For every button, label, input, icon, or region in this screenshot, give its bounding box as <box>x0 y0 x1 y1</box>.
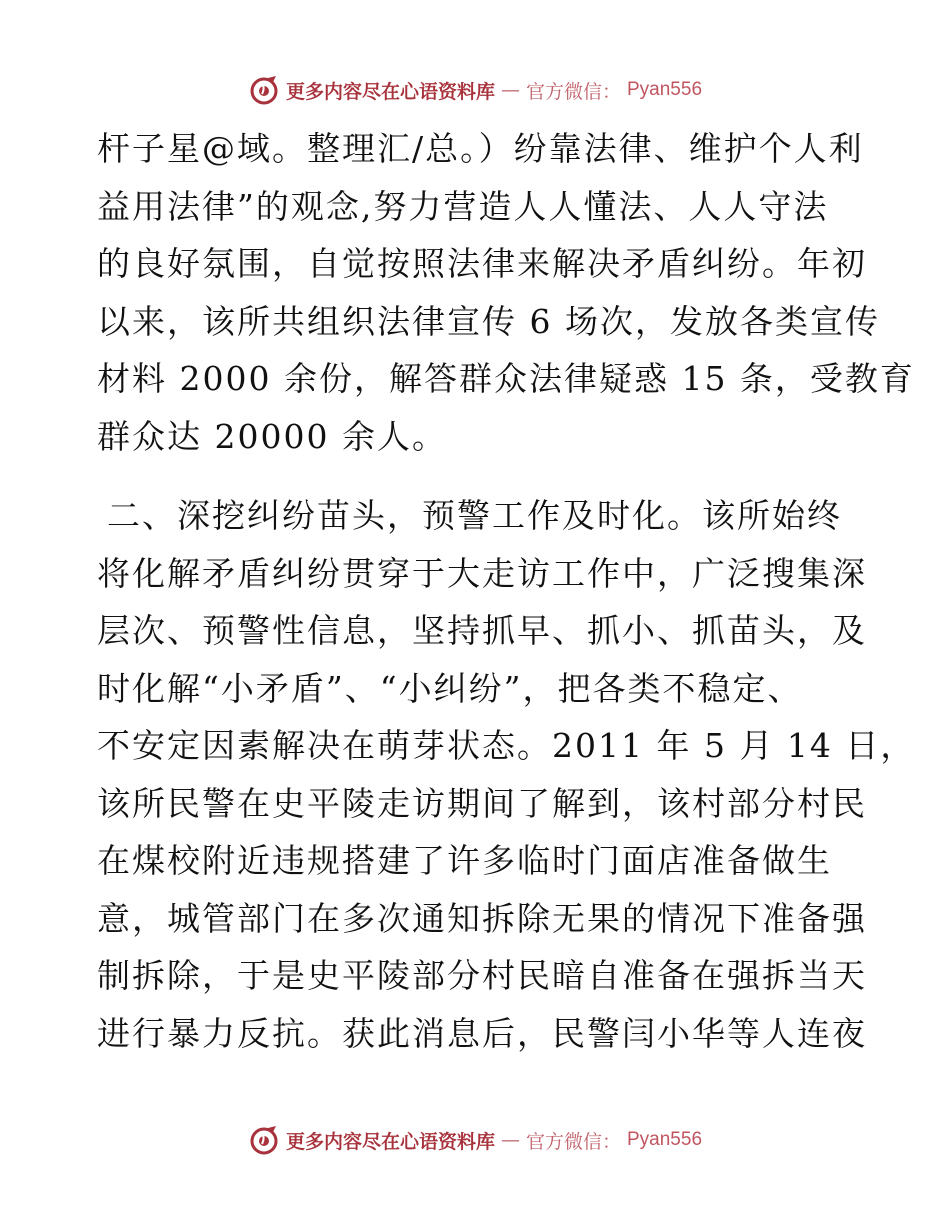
banner-wechat-id: Pyan556 <box>627 1129 703 1150</box>
text-line: 杆子星@域。整理汇/总。）纷靠法律、维护个人利 <box>97 129 864 168</box>
header-watermark <box>0 70 950 110</box>
text-line: 该所民警在史平陵走访期间了解到，该村部分村民 <box>97 783 867 823</box>
section-heading-line: 二、深挖纠纷苗头，预警工作及时化。该所始终 <box>107 496 842 535</box>
text-line: 层次、预警性信息，坚持抓早、抓小、抓苗头，及 <box>97 611 867 650</box>
text-line: 时化解“小矛盾”、“小纠纷”，把各类不稳定、 <box>97 668 803 708</box>
text-line: 群众达 20000 余人。 <box>97 416 447 456</box>
paragraph-1 <box>97 120 915 465</box>
banner-sub-text: 官方微信： <box>525 1130 621 1153</box>
paragraph-2 <box>97 487 916 1062</box>
text-line: 在煤校附近违规搭建了许多临时门面店准备做生 <box>97 841 832 880</box>
banner-dash: — <box>500 79 520 101</box>
text-line: 进行暴力反抗。获此消息后，民警闫小华等人连夜 <box>97 1013 867 1053</box>
text-line: 的良好氛围，自觉按照法律来解决矛盾纠纷。年初 <box>97 244 867 283</box>
text-line: 益用法律”的观念,努力营造人人懂法、人人守法 <box>97 186 829 226</box>
banner-main-text: 更多内容尽在心语资料库 <box>285 80 495 103</box>
text-line: 意，城管部门在多次通知拆除无果的情况下准备强 <box>97 898 867 938</box>
logo-icon <box>248 1124 280 1156</box>
text-line: 不安定因素解决在萌芽状态。2011 年 5 月 14 日， <box>97 726 916 765</box>
banner-sub-text: 官方微信： <box>525 80 621 103</box>
banner-main-text: 更多内容尽在心语资料库 <box>285 1130 495 1153</box>
banner-dash: — <box>500 1129 520 1151</box>
banner-wechat-id: Pyan556 <box>627 79 703 100</box>
footer-watermark <box>0 1120 950 1160</box>
text-line: 制拆除，于是史平陵部分村民暗自准备在强拆当天 <box>97 956 867 995</box>
text-line: 以来，该所共组织法律宣传 6 场次，发放各类宣传 <box>97 301 880 341</box>
text-line: 将化解矛盾纠纷贯穿于大走访工作中，广泛搜集深 <box>97 553 867 593</box>
logo-icon <box>248 74 280 106</box>
text-line: 材料 2000 余份，解答群众法律疑惑 15 条，受教育 <box>97 359 915 398</box>
